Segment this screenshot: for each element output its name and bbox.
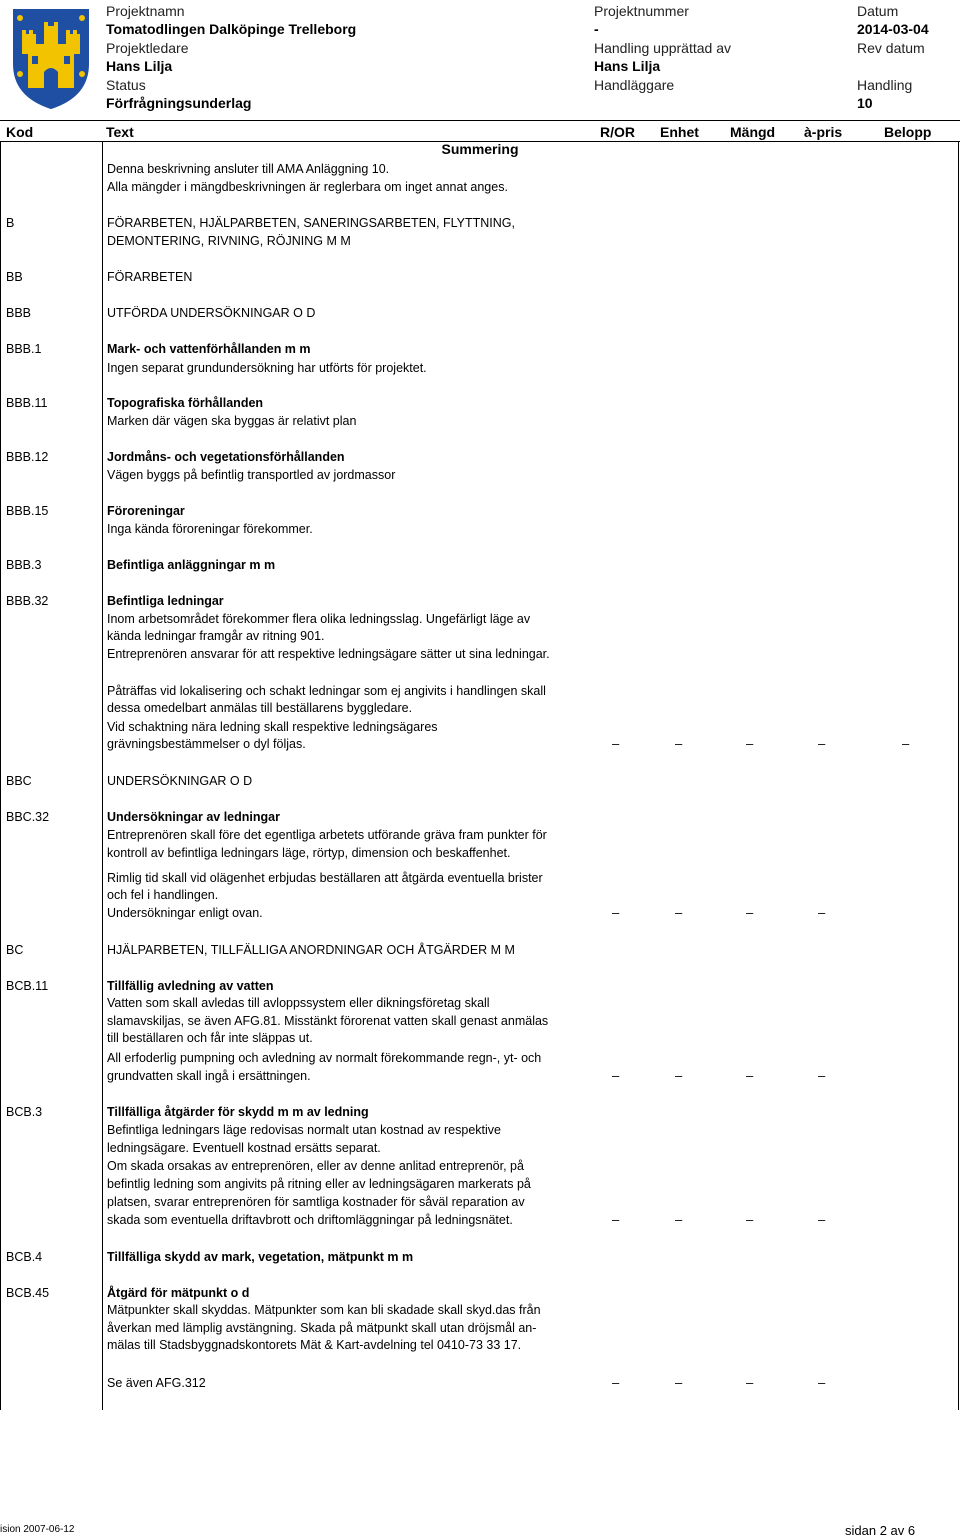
item-text: Inga kända föroreningar förekommer. bbox=[107, 522, 313, 536]
handling-value: 10 bbox=[857, 95, 873, 111]
item-text: mälas till Stadsbyggnadskontorets Mät & Kart-avdelning tel 0410-73 33 17. bbox=[107, 1338, 522, 1352]
item-title: UTFÖRDA UNDERSÖKNINGAR O D bbox=[107, 306, 316, 320]
quantity-dash: – bbox=[675, 1375, 683, 1390]
item-title: Mark- och vattenförhållanden m m bbox=[107, 342, 311, 356]
quantity-dash: – bbox=[818, 1068, 826, 1083]
item-title: Topografiska förhållanden bbox=[107, 396, 264, 410]
quantity-dash: – bbox=[746, 1375, 754, 1390]
col-apris: à-pris bbox=[804, 124, 843, 140]
projektnamn-label: Projektnamn bbox=[106, 3, 185, 19]
item-title: Befintliga anläggningar m m bbox=[107, 558, 276, 572]
status-value: Förfrågningsunderlag bbox=[106, 95, 252, 111]
item-text: till beställaren och får inte släppas ut. bbox=[107, 1031, 313, 1045]
item-code: BC bbox=[6, 943, 24, 957]
item-text: ledningsägare. Eventuell kostnad ersätts separat. bbox=[107, 1141, 381, 1155]
item-text: Mätpunkter skall skyddas. Mätpunkter som kan bli skadade skall skyd.das från bbox=[107, 1303, 541, 1317]
col-ror: R/OR bbox=[600, 124, 635, 140]
item-text: Se även AFG.312 bbox=[107, 1376, 206, 1390]
item-text: skada som eventuella driftavbrott och driftomläggningar på ledningsnätet. bbox=[107, 1213, 513, 1227]
quantity-dash: – bbox=[746, 1212, 754, 1227]
status-label: Status bbox=[106, 77, 146, 93]
item-text: åverkan med lämplig avstängning. Skada på mätpunkt skall utan dröjsmål an- bbox=[107, 1321, 537, 1335]
item-text: platsen, svarar entreprenören för samtliga kostnader för såväl reparation av bbox=[107, 1195, 525, 1209]
item-code: B bbox=[6, 216, 15, 230]
column-divider bbox=[102, 142, 103, 1410]
col-enhet: Enhet bbox=[660, 124, 699, 140]
item-text: Vägen byggs på befintlig transportled av jordmassor bbox=[107, 468, 396, 482]
item-title: Tillfälliga åtgärder för skydd m m av ledning bbox=[107, 1105, 369, 1119]
projektnummer-value: - bbox=[594, 21, 599, 37]
upprattad-value: Hans Lilja bbox=[594, 58, 661, 74]
item-text: kända ledningar framgår av ritning 901. bbox=[107, 629, 325, 643]
item-title: Åtgärd för mätpunkt o d bbox=[107, 1286, 250, 1300]
city-coat-of-arms-icon bbox=[6, 4, 96, 112]
quantity-dash: – bbox=[818, 1212, 826, 1227]
item-text: befintlig ledning som angivits på ritning eller av ledningsägaren markerats på bbox=[107, 1177, 531, 1191]
intro-line: Alla mängder i mängdbeskrivningen är reglerbara om inget annat anges. bbox=[107, 180, 508, 194]
item-text: slamavskiljas, se även AFG.81. Misstänkt förorenat vatten skall genast anmälas bbox=[107, 1014, 549, 1028]
item-title: DEMONTERING, RIVNING, RÖJNING M M bbox=[107, 234, 351, 248]
intro-line: Denna beskrivning ansluter till AMA Anläggning 10. bbox=[107, 162, 390, 176]
item-code: BCB.4 bbox=[6, 1250, 43, 1264]
quantity-dash: – bbox=[818, 905, 826, 920]
quantity-dash: – bbox=[612, 905, 620, 920]
quantity-dash: – bbox=[675, 1212, 683, 1227]
projektnummer-label: Projektnummer bbox=[594, 3, 689, 19]
item-code: BBC.32 bbox=[6, 810, 50, 824]
item-text: dessa omedelbart anmälas till beställarens byggledare. bbox=[107, 701, 413, 715]
item-code: BBC bbox=[6, 774, 32, 788]
document-header bbox=[0, 0, 960, 116]
col-text: Text bbox=[106, 124, 134, 140]
item-code: BCB.3 bbox=[6, 1105, 43, 1119]
item-text: grävningsbestämmelser o dyl följas. bbox=[107, 737, 306, 751]
item-text: Påträffas vid lokalisering och schakt ledningar som ej angivits i handlingen skall bbox=[107, 684, 546, 698]
item-code: BBB.32 bbox=[6, 594, 49, 608]
projektledare-label: Projektledare bbox=[106, 40, 189, 56]
column-divider bbox=[958, 142, 959, 1410]
footer-revision: ision 2007-06-12 bbox=[0, 1524, 75, 1535]
upprattad-label: Handling upprättad av bbox=[594, 40, 731, 56]
item-title: Befintliga ledningar bbox=[107, 594, 224, 608]
item-text: All erfoderlig pumpning och avledning av normalt förekommande regn-, yt- och bbox=[107, 1051, 542, 1065]
quantity-dash: – bbox=[818, 736, 826, 751]
item-code: BBB bbox=[6, 306, 32, 320]
item-text: Marken där vägen ska byggas är relativt plan bbox=[107, 414, 357, 428]
item-text: grundvatten skall ingå i ersättningen. bbox=[107, 1069, 311, 1083]
quantity-dash: – bbox=[902, 736, 910, 751]
item-text: Entreprenören ansvarar för att respektive ledningsägare sätter ut sina ledningar. bbox=[107, 647, 550, 661]
quantity-dash: – bbox=[675, 736, 683, 751]
item-text: Inom arbetsområdet förekommer flera olika ledningsslag. Ungefärligt läge av bbox=[107, 612, 531, 626]
item-text: Ingen separat grundundersökning har utförts för projektet. bbox=[107, 361, 427, 375]
item-title: Jordmåns- och vegetationsförhållanden bbox=[107, 450, 345, 464]
item-code: BBB.12 bbox=[6, 450, 49, 464]
item-text: Vid schaktning nära ledning skall respektive ledningsägares bbox=[107, 720, 438, 734]
quantity-dash: – bbox=[612, 1375, 620, 1390]
item-title: UNDERSÖKNINGAR O D bbox=[107, 774, 253, 788]
projektledare-value: Hans Lilja bbox=[106, 58, 173, 74]
item-text: kontroll av befintliga ledningars läge, rörtyp, dimension och beskaffenhet. bbox=[107, 846, 511, 860]
item-title: Föroreningar bbox=[107, 504, 185, 518]
quantity-dash: – bbox=[612, 1212, 620, 1227]
item-text: Entreprenören skall före det egentliga arbetets utförande gräva fram punkter för bbox=[107, 828, 547, 842]
item-title: Tillfälliga skydd av mark, vegetation, mätpunkt m m bbox=[107, 1250, 414, 1264]
datum-value: 2014-03-04 bbox=[857, 21, 929, 37]
handlaggare-label: Handläggare bbox=[594, 77, 675, 93]
item-text: Vatten som skall avledas till avloppssystem eller dikningsföretag skall bbox=[107, 996, 490, 1010]
column-header-row bbox=[0, 120, 960, 142]
item-code: BCB.11 bbox=[6, 979, 49, 993]
quantity-dash: – bbox=[675, 1068, 683, 1083]
item-title: FÖRARBETEN bbox=[107, 270, 193, 284]
item-code: BBB.1 bbox=[6, 342, 42, 356]
item-text: Undersökningar enligt ovan. bbox=[107, 906, 263, 920]
col-mangd: Mängd bbox=[730, 124, 776, 140]
column-divider bbox=[0, 142, 1, 1410]
projektnamn-value: Tomatodlingen Dalköpinge Trelleborg bbox=[106, 21, 357, 37]
quantity-dash: – bbox=[818, 1375, 826, 1390]
item-text: Befintliga ledningars läge redovisas normalt utan kostnad av respektive bbox=[107, 1123, 501, 1137]
handling-label: Handling bbox=[857, 77, 913, 93]
footer-page-number: sidan 2 av 6 bbox=[845, 1523, 916, 1538]
datum-label: Datum bbox=[857, 3, 899, 19]
item-title: Tillfällig avledning av vatten bbox=[107, 979, 274, 993]
item-code: BBB.11 bbox=[6, 396, 48, 410]
quantity-dash: – bbox=[746, 905, 754, 920]
item-title: FÖRARBETEN, HJÄLPARBETEN, SANERINGSARBETEN, FLYTTNING, bbox=[107, 216, 515, 230]
item-text: Om skada orsakas av entreprenören, eller av denne anlitad entreprenör, på bbox=[107, 1159, 524, 1173]
item-code: BCB.45 bbox=[6, 1286, 50, 1300]
col-kod: Kod bbox=[6, 124, 34, 140]
item-code: BBB.15 bbox=[6, 504, 49, 518]
quantity-dash: – bbox=[612, 1068, 620, 1083]
revdatum-label: Rev datum bbox=[857, 40, 925, 56]
quantity-dash: – bbox=[612, 736, 620, 751]
quantity-dash: – bbox=[746, 736, 754, 751]
col-belopp: Belopp bbox=[884, 124, 932, 140]
item-code: BB bbox=[6, 270, 23, 284]
quantity-dash: – bbox=[675, 905, 683, 920]
item-code: BBB.3 bbox=[6, 558, 42, 572]
item-text: Rimlig tid skall vid olägenhet erbjudas beställaren att åtgärda eventuella brister bbox=[107, 871, 543, 885]
item-title: HJÄLPARBETEN, TILLFÄLLIGA ANORDNINGAR OCH ÅTGÄRDER M M bbox=[107, 943, 515, 957]
item-text: och fel i handlingen. bbox=[107, 888, 219, 902]
summering-heading: Summering bbox=[441, 141, 519, 157]
quantity-dash: – bbox=[746, 1068, 754, 1083]
item-title: Undersökningar av ledningar bbox=[107, 810, 280, 824]
